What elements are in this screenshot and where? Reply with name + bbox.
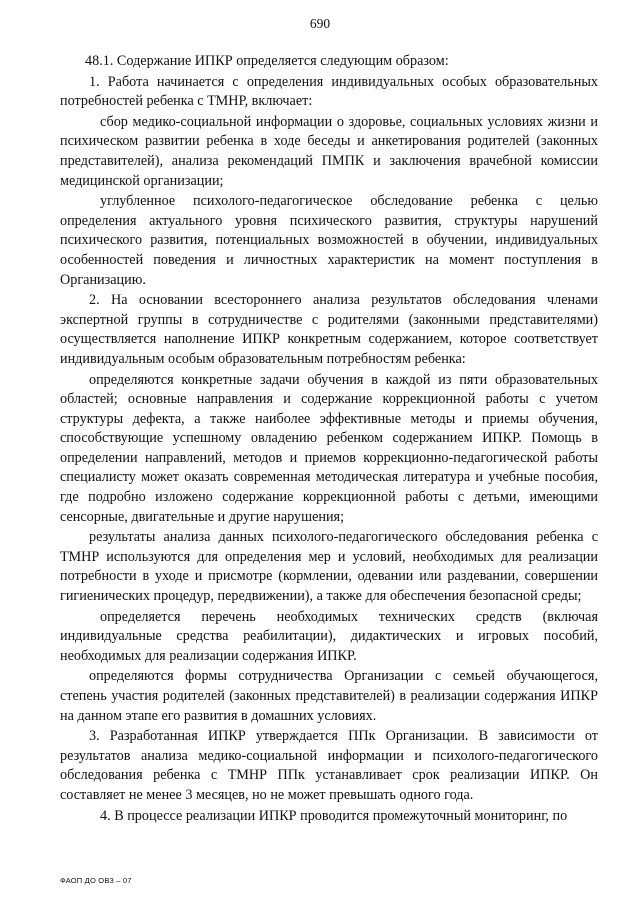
paragraph-heading: 48.1. Содержание ИПКР определяется следующим образом:	[85, 53, 449, 69]
paragraph: 1. Работа начинается с определения индивидуальных особых образовательных потребностей ребенка с ТМНР, включает:	[60, 73, 598, 110]
paragraph: определяются формы сотрудничества Организации с семьей обучающегося, степень участия родителей (законных представителей) в реализации содержания ИПКР на данном этапе его развития в домашних условиях.	[60, 668, 598, 724]
paragraph: 4. В процессе реализации ИПКР проводится промежуточный мониторинг, по	[100, 807, 568, 824]
paragraph: результаты анализа данных психолого-педагогического обследования ребенка с ТМНР используются для определения мер и условий, необходимых для реализации потребности в уходе и присмотре (кормлении, одевании или раздевании, совершении гигиенических процедур, передвижении), а также для обеспечения безопасной среды;	[60, 529, 598, 605]
page-number: 690	[309, 16, 331, 31]
footer-label: ФАОП ДО ОВЗ – 07	[60, 876, 132, 885]
paragraph: углубленное психолого-педагогическое обследование ребенка с целью определения актуального уровня психического развития, структуры нарушений психического развития, потенциальных возможностей в обучении, индивидуальных особенностей поведения и личностных характеристик на момент поступления в Организацию.	[60, 193, 598, 288]
document-body	[60, 52, 598, 827]
paragraph: определяется перечень необходимых технических средств (включая индивидуальные средства реабилитации), дидактических и игровых пособий, необходимых для реализации содержания ИПКР.	[60, 608, 598, 664]
paragraph: 2. На основании всестороннего анализа результатов обследования членами экспертной группы в сотрудничестве с родителями (законными представителями) осуществляется наполнение ИПКР конкретным содержанием, которое соответствует индивидуальным особым образовательным потребностям ребенка:	[60, 292, 598, 367]
paragraph: определяются конкретные задачи обучения в каждой из пяти образовательных областей; основные направления и содержание коррекционной работы с учетом структуры дефекта, а также наиболее эффективные методы и приемы обучения, способствующие успешному овладению ребенком содержанием ИПКР. Помощь в определении направлений, методов и приемов коррекционно-педагогической работы специалисту может оказать современная методическая литература и учебные пособия, где подробно изложено содержание коррекционной работы с детьми, имеющими сенсорные, двигательные и другие нарушения;	[60, 371, 598, 525]
paragraph: 3. Разработанная ИПКР утверждается ППк Организации. В зависимости от результатов анализа медико-социальной информации и психолого-педагогического обследования ребенка с ТМНР ППк устанавливает срок реализации ИПКР. Он составляет не менее 3 месяцев, но не может превышать одного года.	[60, 728, 598, 803]
paragraph: сбор медико-социальной информации о здоровье, социальных условиях жизни и психическом развитии ребенка в ходе беседы и анкетирования родителей (законных представителей), анализа рекомендаций ПМПК и заключения врачебной комиссии медицинской организации;	[60, 113, 598, 189]
